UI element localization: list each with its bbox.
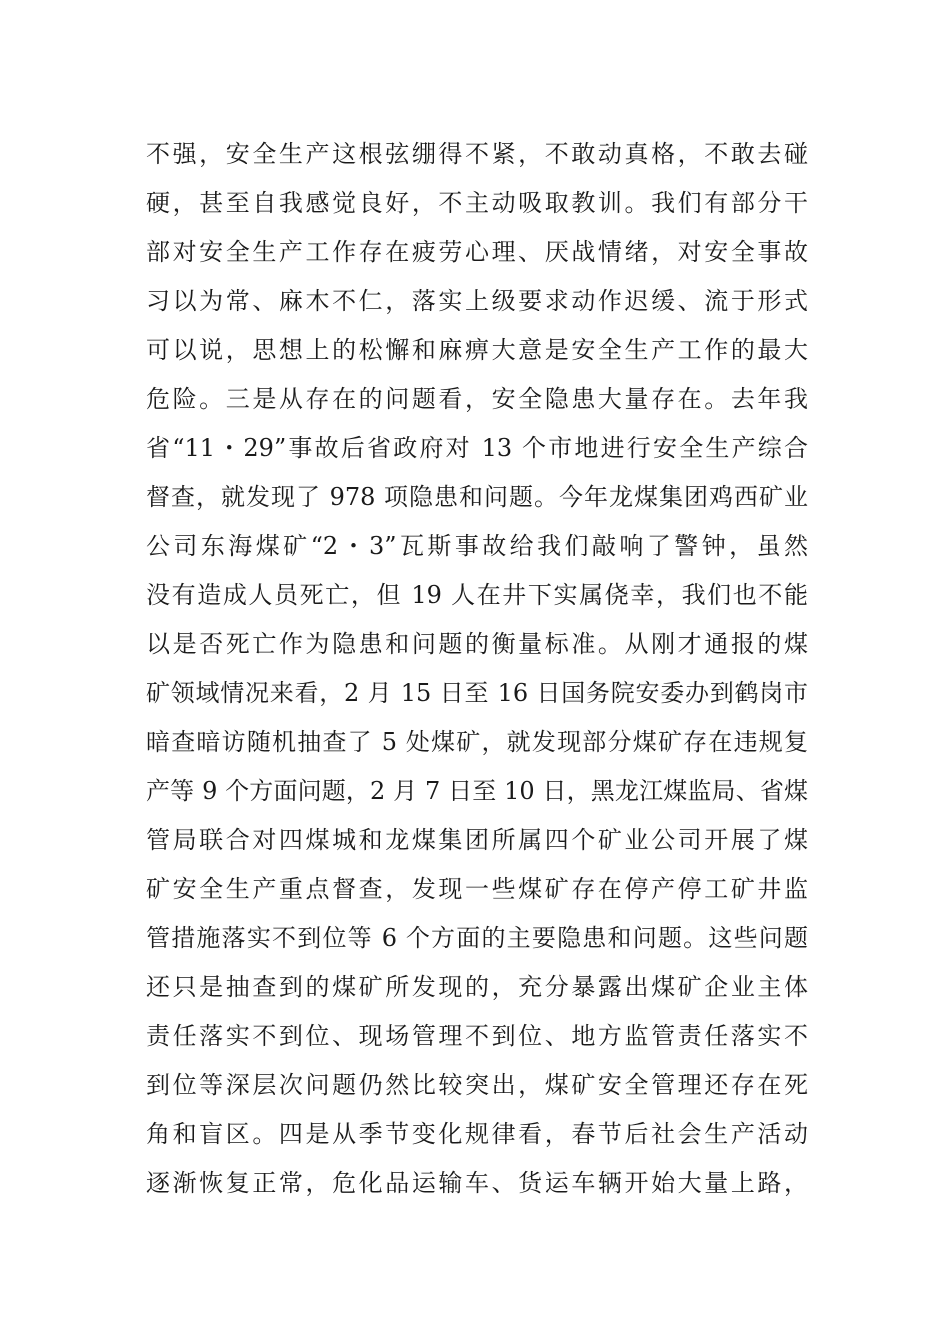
text-line: 以是否死亡作为隐患和问题的衡量标准。从刚才通报的煤 [146, 630, 808, 658]
text-line: 管措施落实不到位等 6 个方面的主要隐患和问题。这些问题 [146, 924, 808, 952]
text-line: 部对安全生产工作存在疲劳心理、厌战情绪，对安全事故 [146, 238, 808, 266]
text-line: 暗查暗访随机抽查了 5 处煤矿，就发现部分煤矿存在违规复 [146, 728, 808, 756]
text-line: 习以为常、麻木不仁，落实上级要求动作迟缓、流于形式 [146, 287, 808, 315]
body-paragraph [146, 130, 808, 1208]
text-line: 危险。三是从存在的问题看，安全隐患大量存在。去年我 [146, 385, 808, 413]
text-line: 督查，就发现了 978 项隐患和问题。今年龙煤集团鸡西矿业 [146, 483, 808, 511]
text-line: 不强，安全生产这根弦绷得不紧，不敢动真格，不敢去碰 [146, 140, 808, 168]
text-line: 没有造成人员死亡，但 19 人在井下实属侥幸，我们也不能 [146, 581, 808, 609]
text-line: 硬，甚至自我感觉良好，不主动吸取教训。我们有部分干 [146, 189, 808, 217]
text-line: 管局联合对四煤城和龙煤集团所属四个矿业公司开展了煤 [146, 826, 808, 854]
text-line: 公司东海煤矿“2・3”瓦斯事故给我们敲响了警钟，虽然 [146, 532, 808, 560]
text-line: 省“11・29”事故后省政府对 13 个市地进行安全生产综合 [146, 434, 808, 462]
text-line: 逐渐恢复正常，危化品运输车、货运车辆开始大量上路， [146, 1169, 808, 1197]
text-line: 到位等深层次问题仍然比较突出，煤矿安全管理还存在死 [146, 1071, 808, 1099]
text-line: 产等 9 个方面问题，2 月 7 日至 10 日，黑龙江煤监局、省煤 [146, 777, 808, 805]
text-line: 可以说，思想上的松懈和麻痹大意是安全生产工作的最大 [146, 336, 808, 364]
text-line: 矿安全生产重点督查，发现一些煤矿存在停产停工矿井监 [146, 875, 808, 903]
text-line: 还只是抽查到的煤矿所发现的，充分暴露出煤矿企业主体 [146, 973, 808, 1001]
text-line: 矿领域情况来看，2 月 15 日至 16 日国务院安委办到鹤岗市 [146, 679, 808, 707]
text-line: 角和盲区。四是从季节变化规律看，春节后社会生产活动 [146, 1120, 808, 1148]
text-line: 责任落实不到位、现场管理不到位、地方监管责任落实不 [146, 1022, 808, 1050]
